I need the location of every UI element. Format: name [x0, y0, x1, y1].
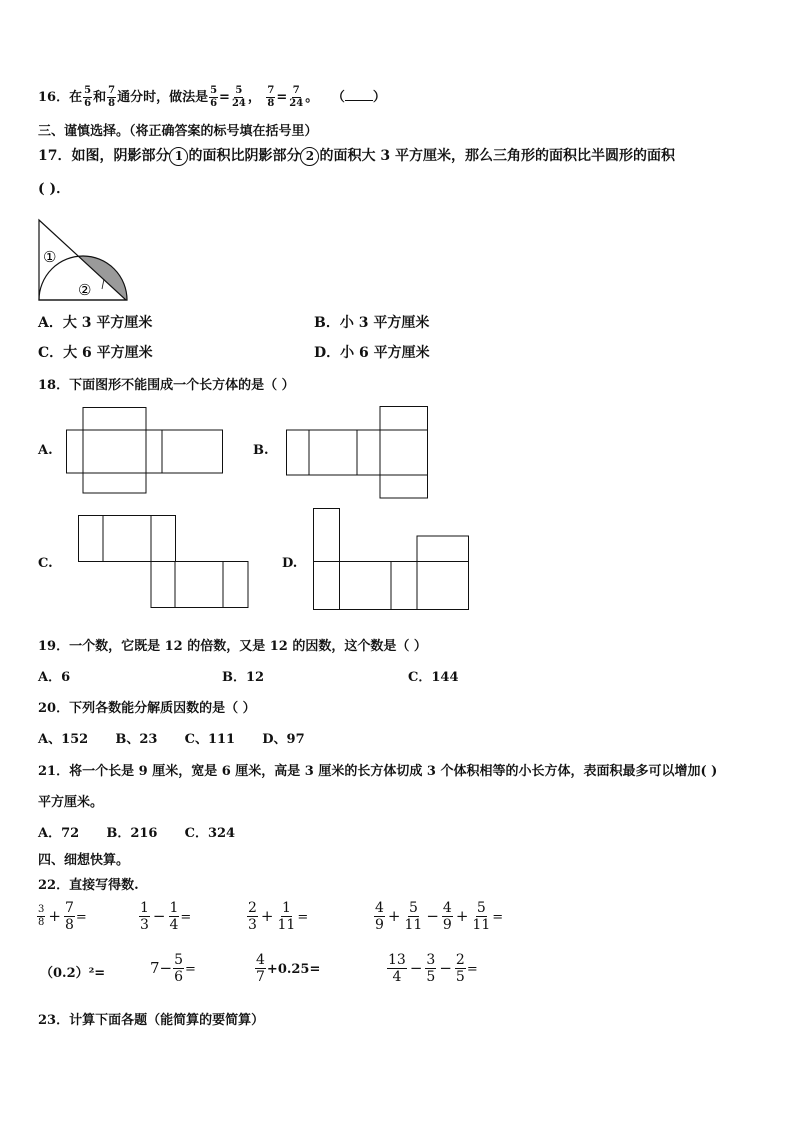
q22-expr-4: $\frac{4}{9}$ + $\frac{5}{11}$ − $\frac{4}{9}$ + $\frac{5}{11}$ =: [375, 900, 504, 933]
question-21-line1: 21．将一个长是 9 厘米，宽是 6 厘米，高是 3 厘米的长方体切成 3 个体积相等的小长方体，表面积最多可以增加( ): [38, 764, 718, 779]
q18-net-a: [66, 407, 226, 495]
q22-expr-6: 7− $\frac{5}{6}$ =: [150, 952, 196, 985]
fraction: $\frac{7}{24}$: [289, 85, 304, 109]
section-3-heading: 三、谨慎选择。（将正确答案的标号填在括号里）: [38, 124, 318, 139]
q18-net-d: [313, 508, 471, 612]
section-4-heading: 四、细想快算。: [38, 853, 130, 868]
fraction: $\frac{5}{6}$: [84, 85, 92, 109]
q17-option-c[interactable]: C．大 6 平方厘米: [38, 345, 153, 361]
q17-option-b[interactable]: B．小 3 平方厘米: [314, 315, 430, 331]
q17-figure: [36, 214, 131, 304]
circled-1: 1: [169, 147, 188, 166]
question-21-line2: 平方厘米。: [38, 795, 104, 810]
fraction: $\frac{7}{8}$: [267, 85, 275, 109]
question-20-text: 20．下列各数能分解质因数的是（ ）: [38, 701, 256, 716]
q19-option-b[interactable]: B．12: [222, 670, 265, 685]
q18-option-d[interactable]: D.: [282, 556, 298, 571]
question-22-text: 22．直接写得数.: [38, 878, 139, 893]
q18-net-b: [286, 406, 430, 500]
question-17-text: 17．如图，阴影部分 1 的面积比阴影部分 2 的面积大 3 平方厘米，那么三角形的面积比半圆形的面积: [38, 148, 675, 164]
q22-expr-2: $\frac{1}{3}$ − $\frac{1}{4}$ =: [140, 900, 192, 933]
fraction: $\frac{7}{8}$: [108, 85, 116, 109]
q18-net-c: [78, 515, 250, 611]
question-16: 16．在 $\frac{5}{6}$ 和 $\frac{7}{8}$ 通分时，做法是 $\frac{5}{6}$ = $\frac{5}{24}$ ， $\frac{7}{8}$ = $\frac{7}{24}$ 。 （ ）: [38, 85, 386, 109]
q17-option-a[interactable]: A．大 3 平方厘米: [38, 315, 153, 331]
circled-2: 2: [300, 147, 319, 166]
q17-option-d[interactable]: D．小 6 平方厘米: [314, 345, 430, 361]
q22-expr-7: $\frac{4}{7}$ +0.25=: [256, 952, 321, 985]
q19-option-a[interactable]: A．6: [38, 670, 71, 685]
fraction: $\frac{5}{6}$: [210, 85, 218, 109]
q18-option-a[interactable]: A.: [38, 443, 53, 458]
q22-expr-5: （0.2）²=: [40, 966, 106, 981]
q22-expr-1: $\frac{3}{8}$ + $\frac{7}{8}$ =: [38, 900, 87, 933]
question-23-text: 23．计算下面各题（能简算的要简算）: [38, 1013, 265, 1028]
q18-option-b[interactable]: B.: [253, 443, 269, 458]
q22-expr-8: $\frac{13}{4}$ − $\frac{3}{5}$ − $\frac{2}{5}$ =: [388, 952, 478, 985]
question-19-text: 19．一个数，它既是 12 的倍数，又是 12 的因数，这个数是（ ）: [38, 639, 427, 654]
q22-expr-3: $\frac{2}{3}$ + $\frac{1}{11}$ =: [248, 900, 309, 933]
q21-options[interactable]: A．72 B．216 C．324: [38, 826, 236, 841]
q19-option-c[interactable]: C．144: [408, 670, 459, 685]
question-17-line2: ( )．: [38, 181, 71, 197]
answer-blank[interactable]: [345, 88, 373, 101]
question-18-text: 18．下面图形不能围成一个长方体的是（ ）: [38, 378, 295, 393]
figure-label-1: ①: [43, 248, 57, 266]
fraction: $\frac{5}{24}$: [231, 85, 246, 109]
q20-options[interactable]: A、152 B、23 C、111 D、97: [38, 732, 305, 747]
q18-option-c[interactable]: C.: [38, 556, 53, 571]
figure-label-2: ②: [78, 281, 92, 299]
